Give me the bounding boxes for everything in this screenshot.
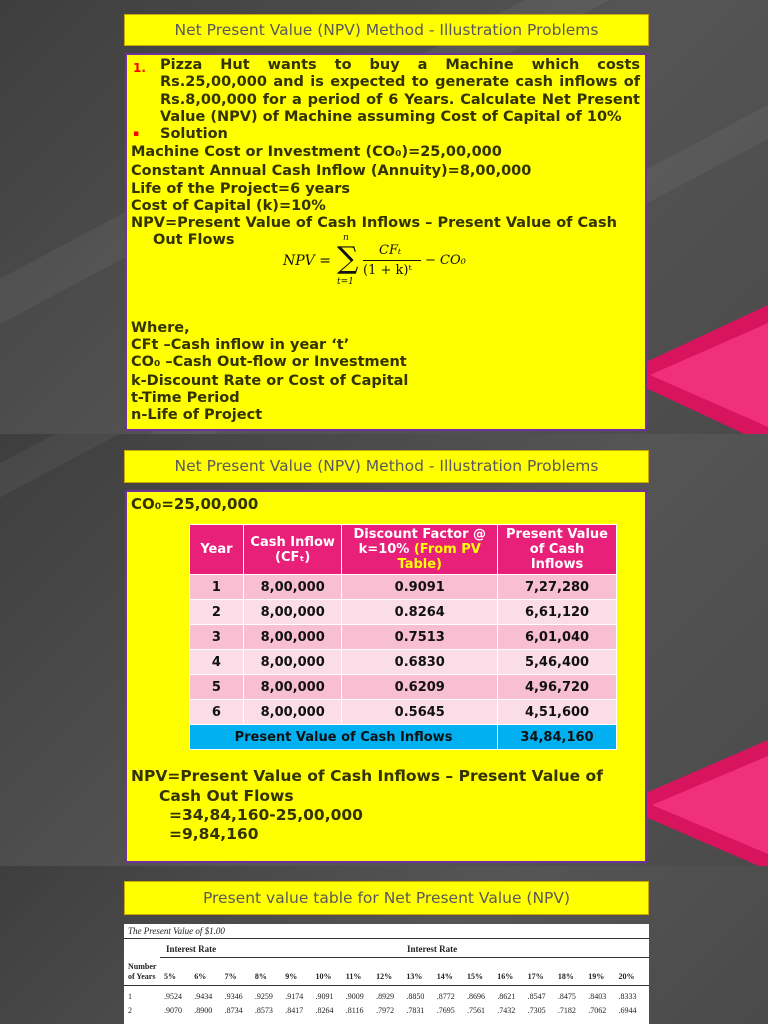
- table-total-row: [190, 725, 617, 750]
- pv-factor-cell: .9524: [164, 992, 182, 1001]
- pv-factor-cell: .7432: [497, 1006, 516, 1015]
- formula-sum-top: n: [343, 233, 349, 243]
- pv-reference-table: [124, 924, 649, 1024]
- table-row: [190, 600, 617, 625]
- pv-factor-cell: .8734: [224, 1006, 243, 1015]
- cell-factor: 0.5645: [342, 700, 498, 725]
- cell-year: 6: [190, 700, 244, 725]
- rate-header: 9%: [285, 972, 298, 981]
- rate-header: 15%: [467, 972, 483, 981]
- pv-table-caption: The Present Value of $1.00: [128, 926, 225, 936]
- npv-definition-cont: Out Flows: [153, 232, 235, 248]
- cell-pv: 4,51,600: [498, 700, 617, 725]
- table-row: [190, 700, 617, 725]
- where-label: Where,: [131, 320, 190, 336]
- cell-pv: 6,01,040: [498, 625, 617, 650]
- rate-header: 11%: [345, 972, 362, 981]
- pv-factor-cell: .9346: [224, 992, 243, 1001]
- pv-factor-cell: .8900: [194, 1006, 213, 1015]
- pv-factor-cell: .7062: [588, 1006, 607, 1015]
- rate-header: 16%: [497, 972, 514, 981]
- pv-factor-cell: .8573: [254, 1006, 273, 1015]
- header-cash-inflow: Cash Inflow (CFₜ): [243, 525, 342, 575]
- pv-factor-cell: .9070: [164, 1006, 182, 1015]
- cell-year: 1: [190, 575, 244, 600]
- rate-header: 20%: [618, 972, 635, 981]
- cell-year: 4: [190, 650, 244, 675]
- where-item: n-Life of Project: [131, 407, 263, 423]
- where-item: CO₀ –Cash Out-flow or Investment: [131, 354, 407, 370]
- pv-factor-cell: .9009: [345, 992, 364, 1001]
- cell-factor: 0.6830: [342, 650, 498, 675]
- total-label: Present Value of Cash Inflows: [190, 725, 498, 750]
- rate-header: 8%: [254, 972, 267, 981]
- cell-year: 3: [190, 625, 244, 650]
- group-header-right: Interest Rate: [407, 944, 458, 954]
- cell-factor: 0.7513: [342, 625, 498, 650]
- header-discount-factor-a: Discount Factor @ k=10%: [353, 527, 487, 557]
- formula-numerator: CFₜ: [379, 243, 402, 258]
- pv-factor-cell: .8547: [527, 992, 546, 1001]
- slide-3-title: Present value table for Net Present Value (NPV): [124, 881, 649, 915]
- pv-row-years: 2: [128, 1006, 132, 1015]
- pv-factor-cell: .9259: [254, 992, 273, 1001]
- pv-factor-cell: .8772: [436, 992, 455, 1001]
- rate-header: 19%: [588, 972, 605, 981]
- pv-factor-cell: .7695: [436, 1006, 455, 1015]
- pv-row-years: 1: [128, 992, 132, 1001]
- pv-factor-cell: .7305: [527, 1006, 546, 1015]
- pv-factor-cell: .8475: [557, 992, 576, 1001]
- where-item: t-Time Period: [131, 390, 240, 406]
- total-value: 34,84,160: [498, 725, 617, 750]
- rate-header: 12%: [376, 972, 393, 981]
- slide-1-content: [125, 53, 647, 431]
- question-number: 1.: [133, 61, 146, 75]
- rate-header: 14%: [436, 972, 453, 981]
- table-row: [190, 675, 617, 700]
- cell-year: 5: [190, 675, 244, 700]
- pv-factor-cell: .8333: [618, 992, 637, 1001]
- npv-result-definition: NPV=Present Value of Cash Inflows – Present Value of: [131, 767, 603, 785]
- cell-cash-inflow: 8,00,000: [243, 700, 342, 725]
- where-item: CFt –Cash inflow in year ‘t’: [131, 337, 350, 353]
- pv-factor-cell: .7561: [467, 1006, 485, 1015]
- given-line: Life of the Project=6 years: [131, 181, 351, 197]
- cell-pv: 7,27,280: [498, 575, 617, 600]
- pv-factor-cell: .8929: [376, 992, 395, 1001]
- header-year: Year: [190, 525, 244, 575]
- rate-header: 10%: [315, 972, 332, 981]
- formula-lhs: NPV =: [283, 253, 331, 269]
- cell-factor: 0.9091: [342, 575, 498, 600]
- npv-result-definition-cont: Cash Out Flows: [159, 787, 294, 805]
- pv-factor-cell: .8116: [345, 1006, 364, 1015]
- formula-denominator: (1 + k)ᵗ: [363, 263, 412, 278]
- pv-factor-cell: .8696: [467, 992, 485, 1001]
- given-line: Machine Cost or Investment (CO₀)=25,00,000: [131, 144, 502, 160]
- pv-factor-cell: .7182: [557, 1006, 576, 1015]
- given-line: Cost of Capital (k)=10%: [131, 198, 326, 214]
- cell-cash-inflow: 8,00,000: [243, 600, 342, 625]
- header-present-value: Present Value of Cash Inflows: [498, 525, 617, 575]
- header-discount-factor-b: (From PV Table): [397, 542, 481, 572]
- cell-pv: 5,46,400: [498, 650, 617, 675]
- given-line: Constant Annual Cash Inflow (Annuity)=8,00,000: [131, 163, 532, 179]
- rate-header: 13%: [406, 972, 423, 981]
- pv-factor-cell: .7972: [376, 1006, 395, 1015]
- pv-factor-cell: .9434: [194, 992, 213, 1001]
- slide-1-title: Net Present Value (NPV) Method - Illustration Problems: [124, 14, 649, 46]
- table-row: [190, 650, 617, 675]
- cell-year: 2: [190, 600, 244, 625]
- group-header-left: Interest Rate: [166, 944, 217, 954]
- pv-calculation-table: [189, 524, 617, 750]
- table-row: [190, 625, 617, 650]
- slide-2-title: Net Present Value (NPV) Method - Illustration Problems: [124, 450, 649, 483]
- years-header: of Years: [128, 972, 156, 981]
- cell-cash-inflow: 8,00,000: [243, 575, 342, 600]
- table-row: [190, 575, 617, 600]
- cell-factor: 0.8264: [342, 600, 498, 625]
- cell-cash-inflow: 8,00,000: [243, 625, 342, 650]
- rate-header: 5%: [164, 972, 176, 981]
- pv-factor-cell: .8417: [285, 1006, 304, 1015]
- formula-tail: − CO₀: [425, 253, 466, 268]
- cell-cash-inflow: 8,00,000: [243, 650, 342, 675]
- sigma-icon: ∑: [337, 241, 359, 276]
- npv-calculation: =34,84,160-25,00,000: [169, 806, 363, 824]
- pv-factor-cell: .8621: [497, 992, 516, 1001]
- initial-investment: CO₀=25,00,000: [131, 495, 259, 513]
- cell-cash-inflow: 8,00,000: [243, 675, 342, 700]
- formula-sum-bottom: t=1: [337, 277, 354, 287]
- pv-factor-cell: .6944: [618, 1006, 637, 1015]
- rate-header: 6%: [194, 972, 207, 981]
- where-item: k-Discount Rate or Cost of Capital: [131, 373, 409, 389]
- cell-factor: 0.6209: [342, 675, 498, 700]
- rate-header: 17%: [527, 972, 544, 981]
- years-header: Number: [128, 962, 157, 971]
- solution-label: Solution: [160, 126, 228, 142]
- header-discount-factor: [342, 525, 498, 575]
- npv-formula: [283, 233, 483, 293]
- fraction-bar: [363, 260, 421, 261]
- pv-factor-cell: .7831: [406, 1006, 425, 1015]
- rate-header: 7%: [224, 972, 237, 981]
- pv-factor-cell: .9174: [285, 992, 304, 1001]
- pv-factor-cell: .9091: [315, 992, 334, 1001]
- cell-pv: 4,96,720: [498, 675, 617, 700]
- question-text: Pizza Hut wants to buy a Machine which costs Rs.25,00,000 and is expected to generate cash inflows of Rs.8,00,000 for a period of 6 Years. Calculate Net Present Value (NPV) of Machine assuming Cost of Capital of 10%: [160, 57, 640, 126]
- rate-header: 18%: [557, 972, 574, 981]
- pv-factor-cell: .8403: [588, 992, 607, 1001]
- bullet-marker: ▪: [133, 129, 140, 139]
- pv-factor-cell: .8264: [315, 1006, 334, 1015]
- npv-answer: =9,84,160: [169, 825, 259, 843]
- pv-factor-cell: .8850: [406, 992, 425, 1001]
- cell-pv: 6,61,120: [498, 600, 617, 625]
- slide-2-content: [125, 490, 647, 863]
- npv-definition: NPV=Present Value of Cash Inflows – Present Value of Cash: [131, 215, 617, 231]
